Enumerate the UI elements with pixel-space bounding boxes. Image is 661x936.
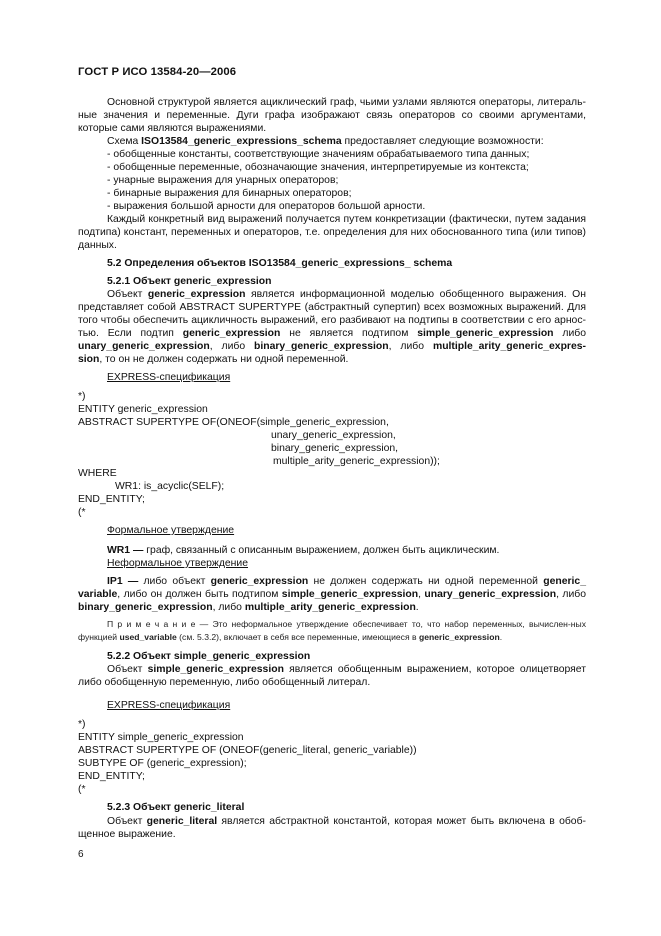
- document-header: ГОСТ Р ИСО 13584-20—2006: [78, 66, 237, 78]
- code-line: END_ENTITY;: [78, 771, 145, 782]
- section-heading-5-2: 5.2 Определения объектов ISO13584_generic_expressions_ schema: [107, 258, 453, 269]
- schema-name: ISO13584_generic_expressions_schema: [141, 136, 342, 147]
- code-line: *): [78, 719, 86, 730]
- code-line: (*: [78, 507, 86, 518]
- code-line: unary_generic_expression,: [271, 430, 396, 441]
- section-heading-5-2-2: 5.2.2 Объект simple_generic_expression: [107, 651, 311, 662]
- express-spec-label: EXPRESS-спецификация: [107, 372, 231, 383]
- code-line: WR1: is_acyclic(SELF);: [115, 481, 225, 492]
- code-line: binary_generic_expression,: [271, 443, 399, 454]
- intro-paragraph: Основной структурой является ациклический граф, чьими узлами являются операторы, литераль-ные значения и переменные. Дуги графа изображают связь операторов со своими аргументами, которые сами являются выражениями.: [78, 97, 586, 134]
- list-item: - унарные выражения для унарных операторов;: [107, 175, 339, 186]
- simple-generic-expression-paragraph: Объект simple_generic_expression является обобщенным выражением, которое олицетворяет либо обобщенную переменную, либо обобщенный литерал.: [78, 664, 586, 688]
- page-number: 6: [78, 849, 84, 860]
- code-line: (*: [78, 784, 86, 795]
- express-spec-label: EXPRESS-спецификация: [107, 700, 231, 711]
- list-item: - бинарные выражения для бинарных операторов;: [107, 188, 352, 199]
- code-line: END_ENTITY;: [78, 494, 145, 505]
- list-item: - обобщенные константы, соответствующие значениям обрабатываемого типа данных;: [107, 149, 530, 160]
- list-item: - обобщенные переменные, обозначающие значения, интерпретируемые из контекста;: [107, 162, 529, 173]
- section-heading-5-2-1: 5.2.1 Объект generic_expression: [107, 276, 272, 287]
- section-heading-5-2-3: 5.2.3 Объект generic_literal: [107, 802, 245, 813]
- code-line: *): [78, 391, 86, 402]
- code-line: SUBTYPE OF (generic_expression);: [78, 758, 247, 769]
- code-line: multiple_arity_generic_expression));: [273, 456, 440, 467]
- ip1-statement: IP1 — либо объект generic_expression не должен содержать ни одной переменной generic_ variable, либо он должен быть подтипом simple_generic_expression, unary_generic_expression, либо binary_generic_expression, либо multiple_arity_generic_expression.: [78, 576, 586, 613]
- code-line: ENTITY simple_generic_expression: [78, 732, 244, 743]
- code-line: ABSTRACT SUPERTYPE OF (ONEOF(generic_literal, generic_variable)): [78, 745, 417, 756]
- schema-capabilities-paragraph: Схема ISO13584_generic_expressions_schema предоставляет следующие возможности:: [107, 136, 544, 147]
- generic-literal-paragraph: Объект generic_literal является абстрактной константой, которая может быть включена в обоб-щенное выражение.: [78, 816, 586, 840]
- intro-paragraph-concretization: Каждый конкретный вид выражений получается путем конкретизации (фактически, путем задания подтипа) констант, переменных и операторов, т.е. определения для них обоснованного типа (или типов) данных.: [78, 214, 586, 251]
- code-line: ENTITY generic_expression: [78, 404, 208, 415]
- code-line: WHERE: [78, 468, 117, 479]
- code-line: ABSTRACT SUPERTYPE OF(ONEOF(simple_generic_expression,: [78, 417, 389, 428]
- note-paragraph: П р и м е ч а н и е — Это неформальное утверждение обеспечивает то, что набор переменных, вычислен-ных функцией used_variable (см. 5.3.2), включает в себя все переменные, имеющиеся в generic_expression.: [78, 619, 586, 642]
- formal-statement-label: Формальное утверждение: [107, 525, 235, 536]
- generic-expression-paragraph: Объект generic_expression является информационной моделью обобщенного выражения. Он представляет собой ABSTRACT SUPERTYPE (абстрактный супертип) всех возможных выражений. Для того чтобы обеспечить ацикличность выражений, его разбивают на подтипы в соответствии с его арнос-тью. Если подтип generic_expression не является подтипом simple_generic_expression либо unary_generic_expression, либо binary_generic_expression, либо multiple_arity_generic_expres-sion, то он не должен содержать ни одной переменной.: [78, 289, 587, 365]
- note-label: П р и м е ч а н и е: [107, 619, 196, 629]
- wr1-statement: WR1 — граф, связанный с описанным выражением, должен быть ациклическим.: [107, 545, 500, 556]
- informal-statement-label: Неформальное утверждение: [107, 558, 248, 569]
- list-item: - выражения большой арности для операторов большой арности.: [107, 201, 426, 212]
